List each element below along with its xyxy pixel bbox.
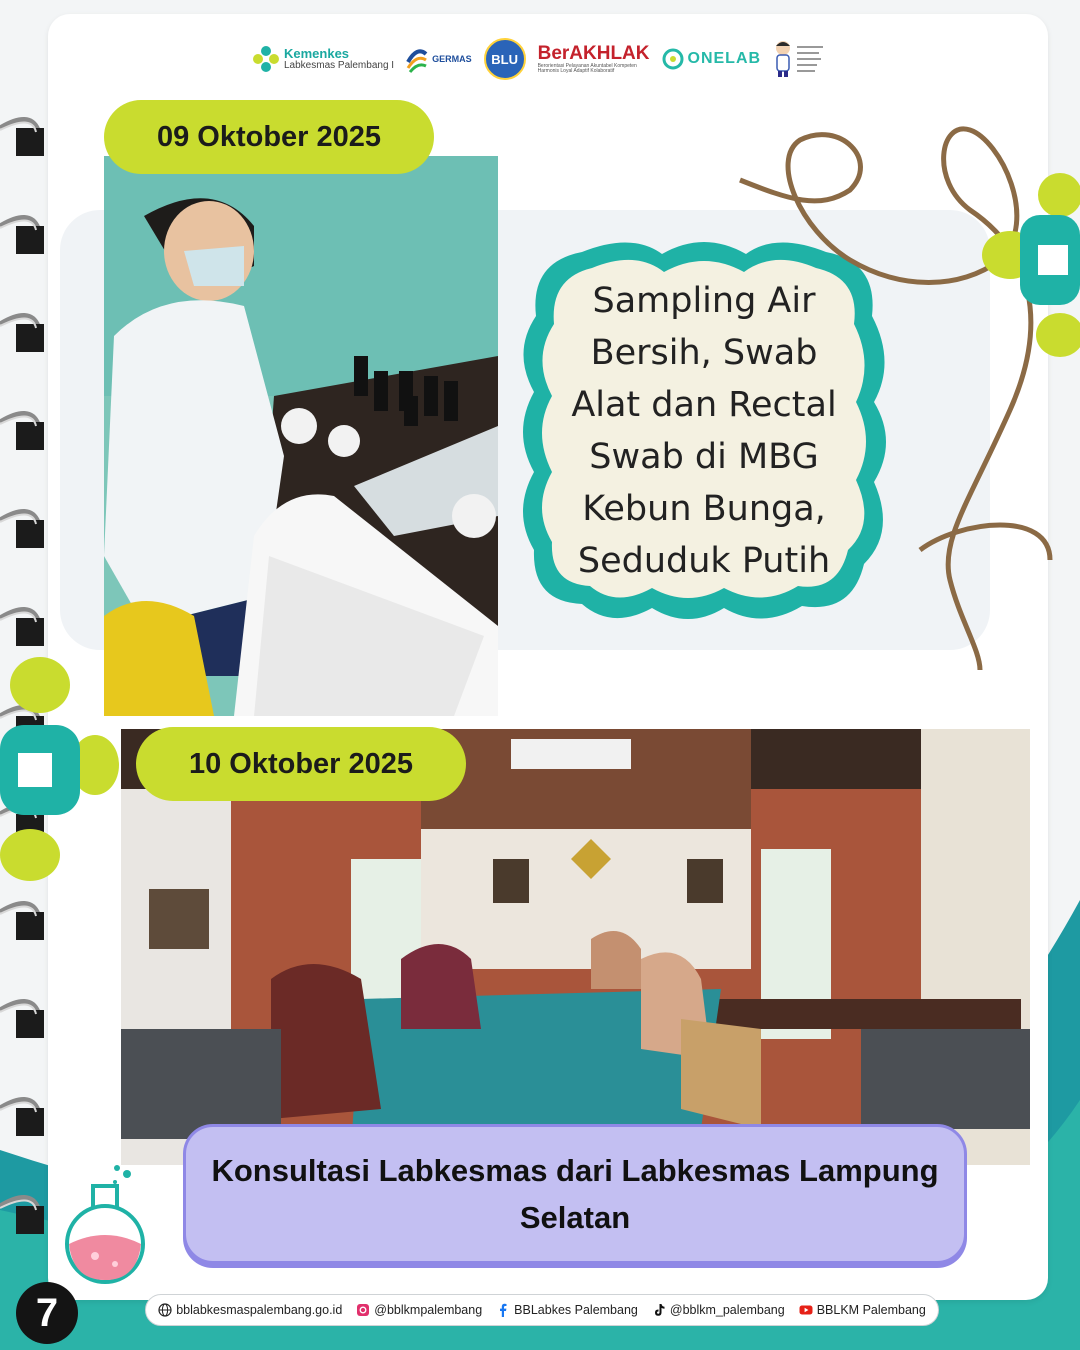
onelab-icon [662, 48, 684, 70]
kemenkes-logo [252, 45, 394, 73]
values-list-graphic [797, 44, 825, 74]
mascot-icon [773, 40, 793, 78]
flask-icon [55, 1160, 155, 1290]
globe-icon [158, 1303, 172, 1317]
kemenkes-subtitle: Labkesmas Palembang I [284, 59, 395, 71]
facebook-icon [496, 1303, 510, 1317]
flower-decoration-right [980, 165, 1080, 365]
blu-logo: BLU [484, 38, 526, 80]
entry-2-caption: Konsultasi Labkesmas dari Labkesmas Lampung Selatan [183, 1124, 967, 1264]
entry-2-date: 10 Oktober 2025 [136, 727, 466, 801]
footer-facebook[interactable] [496, 1303, 638, 1317]
instagram-icon [356, 1303, 370, 1317]
footer-youtube[interactable] [799, 1303, 926, 1317]
berakhlak-title: BerAKHLAK [537, 42, 650, 64]
onelab-label: ONELAB [687, 50, 762, 67]
website-label: bblabkesmaspalembang.go.id [176, 1303, 343, 1317]
kemenkes-title: Kemenkes [284, 45, 350, 61]
mascot-logo [773, 40, 825, 78]
page-number: 7 [16, 1282, 78, 1344]
facebook-label: BBLabkes Palembang [514, 1303, 638, 1317]
germas-logo [406, 44, 472, 74]
lab-sampling-photo [104, 156, 498, 716]
footer-website[interactable] [158, 1303, 342, 1317]
footer-tiktok[interactable] [652, 1303, 785, 1317]
germas-label: GERMAS [432, 54, 472, 64]
header-logos [252, 36, 825, 82]
berakhlak-logo [538, 44, 650, 74]
tiktok-label: @bblkm_palembang [669, 1303, 785, 1317]
flower-decoration-left [0, 655, 120, 885]
germas-icon [406, 44, 428, 74]
berakhlak-subtitle: Berorientasi Pelayanan Akuntabel Kompeten Harmonis Loyal Adaptif Kolaboratif [537, 62, 637, 74]
entry-1-caption: Sampling Air Bersih, Swab Alat dan Rectal Swab di MBG Kebun Bunga, Seduduk Putih [571, 281, 837, 581]
footer-instagram[interactable] [356, 1303, 482, 1317]
youtube-icon [799, 1303, 813, 1317]
entry-1-date: 09 Oktober 2025 [104, 100, 434, 174]
onelab-logo [662, 48, 762, 70]
instagram-label: @bblkmpalembang [374, 1303, 483, 1317]
footer-social-bar [145, 1294, 939, 1326]
tiktok-icon [652, 1303, 666, 1317]
entry-1-photo [104, 156, 498, 716]
youtube-label: BBLKM Palembang [816, 1303, 926, 1317]
kemenkes-icon [252, 45, 280, 73]
